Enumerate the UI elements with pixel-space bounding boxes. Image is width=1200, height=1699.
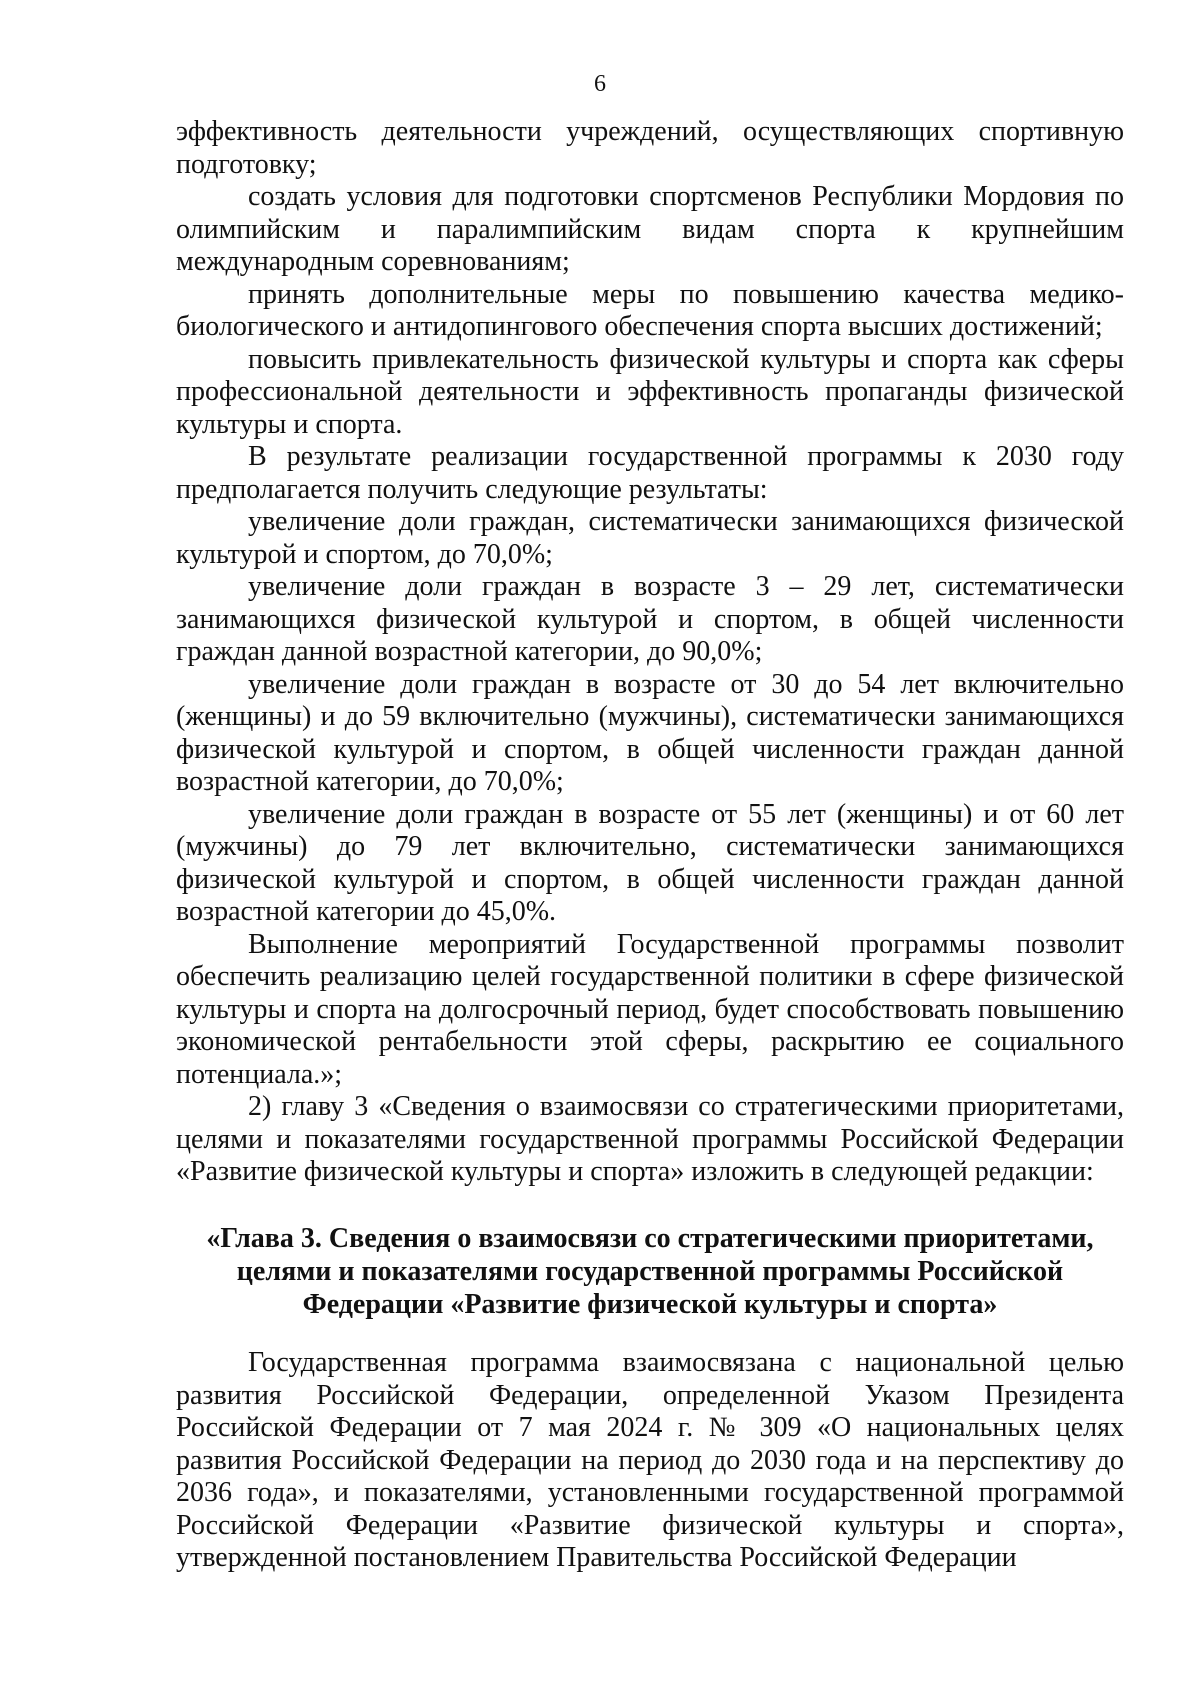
paragraph-2: создать условия для подготовки спортсменов Республики Мордовия по олимпийским и паралимпийским видам спорта к крупнейшим международным соревнованиям; [176,181,1124,277]
paragraph-5: В результате реализации государственной программы к 2030 году предполагается получить следующие результаты: [176,441,1124,505]
paragraph-10: Выполнение мероприятий Государственной программы позволит обеспечить реализацию целей государственной политики в сфере физической культуры и спорта на долгосрочный период, будет способствовать повышению экономической рентабельности этой сферы, раскрытию ее социального потенциала.»; [176,928,1124,1090]
chapter-heading: «Глава 3. Сведения о взаимосвязи со стратегическими приоритетами, целями и показателями государственной программы Российской Федерации «Развитие физической культуры и спорта» [206,1223,1094,1320]
paragraph-1: эффективность деятельности учреждений, осуществляющих спортивную подготовку; [176,116,1124,180]
paragraph-11: 2) главу 3 «Сведения о взаимосвязи со стратегическими приоритетами, целями и показателями государственной программы Российской Федерации «Развитие физической культуры и спорта» изложить в следующей редакции: [176,1091,1124,1187]
paragraph-6: увеличение доли граждан, систематически занимающихся физической культурой и спортом, до 70,0%; [176,506,1124,570]
paragraph-3: принять дополнительные меры по повышению качества медико-биологического и антидопингового обеспечения спорта высших достижений; [176,278,1124,342]
chapter-body-text [176,1347,1124,1575]
paragraph-7: увеличение доли граждан в возрасте 3 – 29 лет, систематически занимающихся физической культурой и спортом, в общей численности граждан данной возрастной категории, до 90,0%; [176,571,1124,667]
body-text [176,116,1124,1189]
paragraph-9: увеличение доли граждан в возрасте от 55 лет (женщины) и от 60 лет (мужчины) до 79 лет включительно, систематически занимающихся физической культурой и спортом, в общей численности граждан данной возрастной категории до 45,0%. [176,798,1124,927]
page-number: 6 [594,71,606,97]
paragraph-8: увеличение доли граждан в возрасте от 30 до 54 лет включительно (женщины) и до 59 включительно (мужчины), систематически занимающихся физической культурой и спортом, в общей численности граждан данной возрастной категории, до 70,0%; [176,668,1124,797]
paragraph-4: повысить привлекательность физической культуры и спорта как сферы профессиональной деятельности и эффективность пропаганды физической культуры и спорта. [176,343,1124,440]
chapter-paragraph-1: Государственная программа взаимосвязана с национальной целью развития Российской Федерации, определенной Указом Президента Российской Федерации от 7 мая 2024 г. № 309 «О национальных целях развития Российской Федерации на период до 2030 года и на перспективу до 2036 года», и показателями, установленными государственной программой Российской Федерации «Развитие физической культуры и спорта», утвержденной постановлением Правительства Российской Федерации [176,1347,1124,1573]
